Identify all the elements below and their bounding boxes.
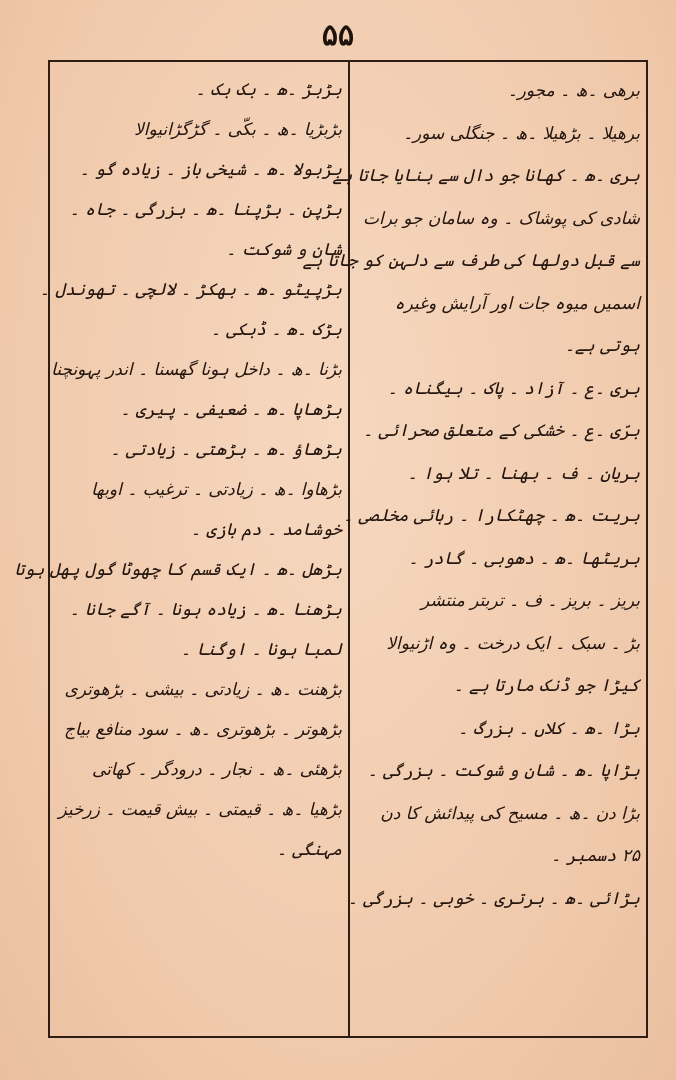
dictionary-entry-line: بریت ۔ھ ۔ چھٹکارا ۔ رہائی مخلصی ۔ [343,506,640,526]
dictionary-entry-line: بڑھاؤ ۔ھ ۔ بڑھتی ۔ زیادتی ۔ [110,440,342,460]
dictionary-entry-line: برھی ۔ھ ۔ مجور۔ [507,81,640,101]
left-column [14,70,342,1030]
dictionary-entry-line: بری ۔ھ ۔ کھانا جو دال سے بنایا جاتا ہے [332,166,640,186]
dictionary-entry-line: بڑپن ۔ بڑپنا ۔ھ ۔ بزرگی ۔ جاہ ۔ [69,200,342,220]
dictionary-entry-line: شادی کی پوشاک ۔ وہ سامان جو برات [363,208,640,229]
dictionary-entry-line: سے قبل دولھا کی طرف سے دلہن کو جاتا ہے [302,251,640,271]
dictionary-entry-line: بڑھل ۔ھ ۔ ایک قسم کا چھوٹا گول پھل ہوتا [14,560,342,580]
dictionary-entry-line: بڑھاوا ۔ھ ۔ زیادتی ۔ ترغیب ۔ اوبھا [91,480,342,500]
dictionary-entry-line: ۲۵ دسمبر ۔ [551,846,640,866]
dictionary-entry-line: بریٹھا ۔ھ ۔ دھوبی ۔ گادر ۔ [408,548,640,569]
dictionary-entry-line: بڑا دن ۔ھ ۔ مسیح کی پیدائش کا دن [380,803,640,824]
dictionary-entry-line: بڑپیٹو ۔ھ ۔ بھکڑ ۔ لالچی ۔ تھوندل ۔ [39,280,342,300]
dictionary-entry-line: بری ۔ع ۔ آزاد ۔ پاک ۔ بیگناہ ۔ [387,378,640,399]
page-number: ۵۵ [321,18,355,53]
dictionary-entry-line: اسمیں میوہ جات اور آرایش وغیرہ [394,293,640,314]
dictionary-entry-line: برھیلا ۔ بڑھیلا ۔ھ ۔ جنگلی سور۔ [403,123,640,144]
dictionary-entry-line: بڑنا ۔ھ ۔ داخل ہونا گھسنا ۔ اندر پہونچنا [51,360,342,380]
dictionary-entry-line: بریان ۔ ف ۔ بھنا ۔ تلا ہوا ۔ [407,463,640,484]
dictionary-entry-line: بڑھاپا ۔ھ ۔ ضعیفی ۔ پیری ۔ [120,400,342,420]
dictionary-entry-line: بڑاپا ۔ھ ۔ شان و شوکت ۔ بزرگی ۔ [367,761,640,781]
dictionary-entry-line: بڑبڑ ۔ھ ۔ بک بک ۔ [195,80,342,100]
dictionary-entry-line: مہنگی ۔ [276,840,342,860]
dictionary-entry-line: بڑبولا ۔ھ ۔ شیخی باز ۔ زیادہ گو ۔ [79,160,342,180]
dictionary-entry-line: بریز ۔ بریز ۔ ف ۔ تربتر منتشر [420,591,640,611]
dictionary-entry-line: بڑبڑیا ۔ھ ۔ بکّی ۔ گڑگڑانیوالا [134,120,342,140]
dictionary-entry-line: بڑا ۔ھ ۔ کلاں ۔ بزرگ ۔ [458,718,640,739]
dictionary-entry-line: ہوتی ہے۔ [564,336,640,356]
dictionary-entry-line: شان و شوکت ۔ [226,240,342,260]
dictionary-entry-line: بڑھئی ۔ھ ۔ نجار ۔ درودگر ۔ کھاتی [91,760,342,780]
dictionary-entry-line: بڑھنت ۔ھ ۔ زیادتی ۔ بیشی ۔ بڑھوتری [64,680,342,700]
dictionary-entry-line: کیڑا جو ڈنک مارتا ہے ۔ [453,676,640,696]
dictionary-entry-line: خوشامد ۔ دم بازی ۔ [190,520,342,540]
dictionary-entry-line: بڑھنا ۔ھ ۔ زیادہ ہونا ۔ آگے جانا ۔ [69,600,342,620]
dictionary-entry-line: بڑک ۔ھ ۔ ڈبکی ۔ [210,320,342,340]
dictionary-entry-line: بڑھوتر ۔ بڑھوتری ۔ھ ۔ سود منافع بیاج [63,720,342,740]
dictionary-entry-line: برّی ۔ع ۔ خشکی کے متعلق صحرائی ۔ [363,421,640,441]
dictionary-entry-line: بڑ ۔ سبک ۔ ایک درخت ۔ وہ اڑنیوالا [386,633,640,654]
dictionary-entry-line: بڑھیا ۔ھ ۔ قیمتی ۔ بیش قیمت ۔ زرخیز [58,800,342,820]
dictionary-entry-line: بڑائی ۔ھ ۔ برتری ۔ خوبی ۔ بزرگی ۔ [347,888,640,909]
dictionary-entry-line: لمبا ہونا ۔ اوگنا ۔ [180,640,342,660]
